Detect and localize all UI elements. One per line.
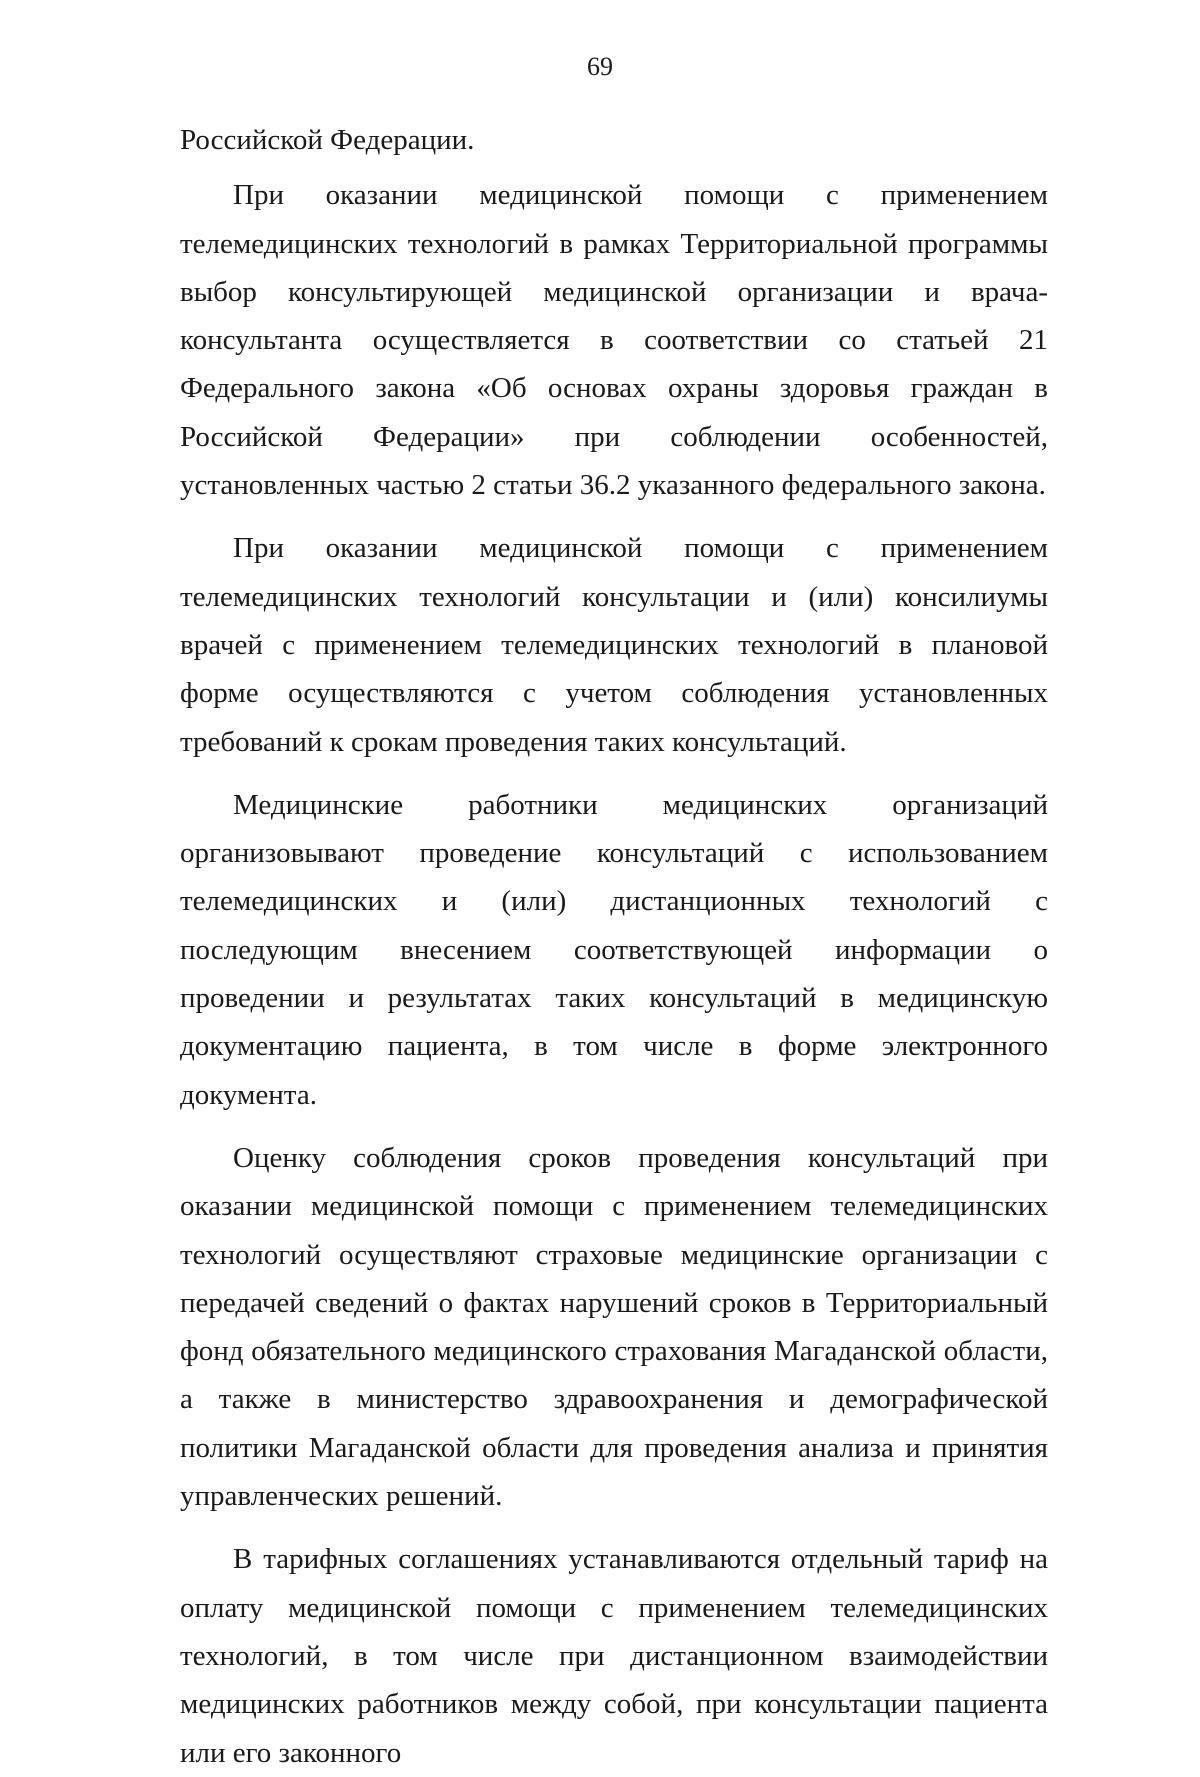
paragraph-continuation: Российской Федерации. [180, 124, 475, 156]
paragraph-tariff-agreements: В тарифных соглашениях устанавливаются отдельный тариф на оплату медицинской помощи с применением телемедицинских технологий, в том числе при дистанционном взаимодействии медицинских работников между собой, при консультации пациента или его законного [180, 1543, 1048, 1769]
document-body [180, 116, 1048, 1777]
paragraph-timeliness-assessment: Оценку соблюдения сроков проведения консультаций при оказании медицинской помощи с применением телемедицинских технологий осуществляют страховые медицинские организации с передачей сведений о фактах нарушений сроков в Территориальный фонд обязательного медицинского страхования Магаданской области, а также в министерство здравоохранения и демографической политики Магаданской области для проведения анализа и принятия управленческих решений. [180, 1141, 1048, 1513]
paragraph-telemedicine-consultant-choice: При оказании медицинской помощи с применением телемедицинских технологий в рамках Территориальной программы выбор консультирующей медицинской организации и врача-консультанта осуществляется в соответствии со статьей 21 Федерального закона «Об основах охраны здоровья граждан в Российской Федерации» при соблюдении особенностей, установленных частью 2 статьи 36.2 указанного федерального закона. [180, 179, 1048, 502]
paragraph-planned-consultations: При оказании медицинской помощи с применением телемедицинских технологий консультации и (или) консилиумы врачей с применением телемедицинских технологий в плановой форме осуществляются с учетом соблюдения установленных требований к срокам проведения таких консультаций. [180, 532, 1048, 758]
page-number: 69 [587, 52, 613, 81]
paragraph-medical-workers-consultations: Медицинские работники медицинских организаций организовывают проведение консультаций с использованием телемедицинских и (или) дистанционных технологий с последующим внесением соответствующей информации о проведении и результатах таких консультаций в медицинскую документацию пациента, в том числе в форме электронного документа. [180, 788, 1048, 1111]
